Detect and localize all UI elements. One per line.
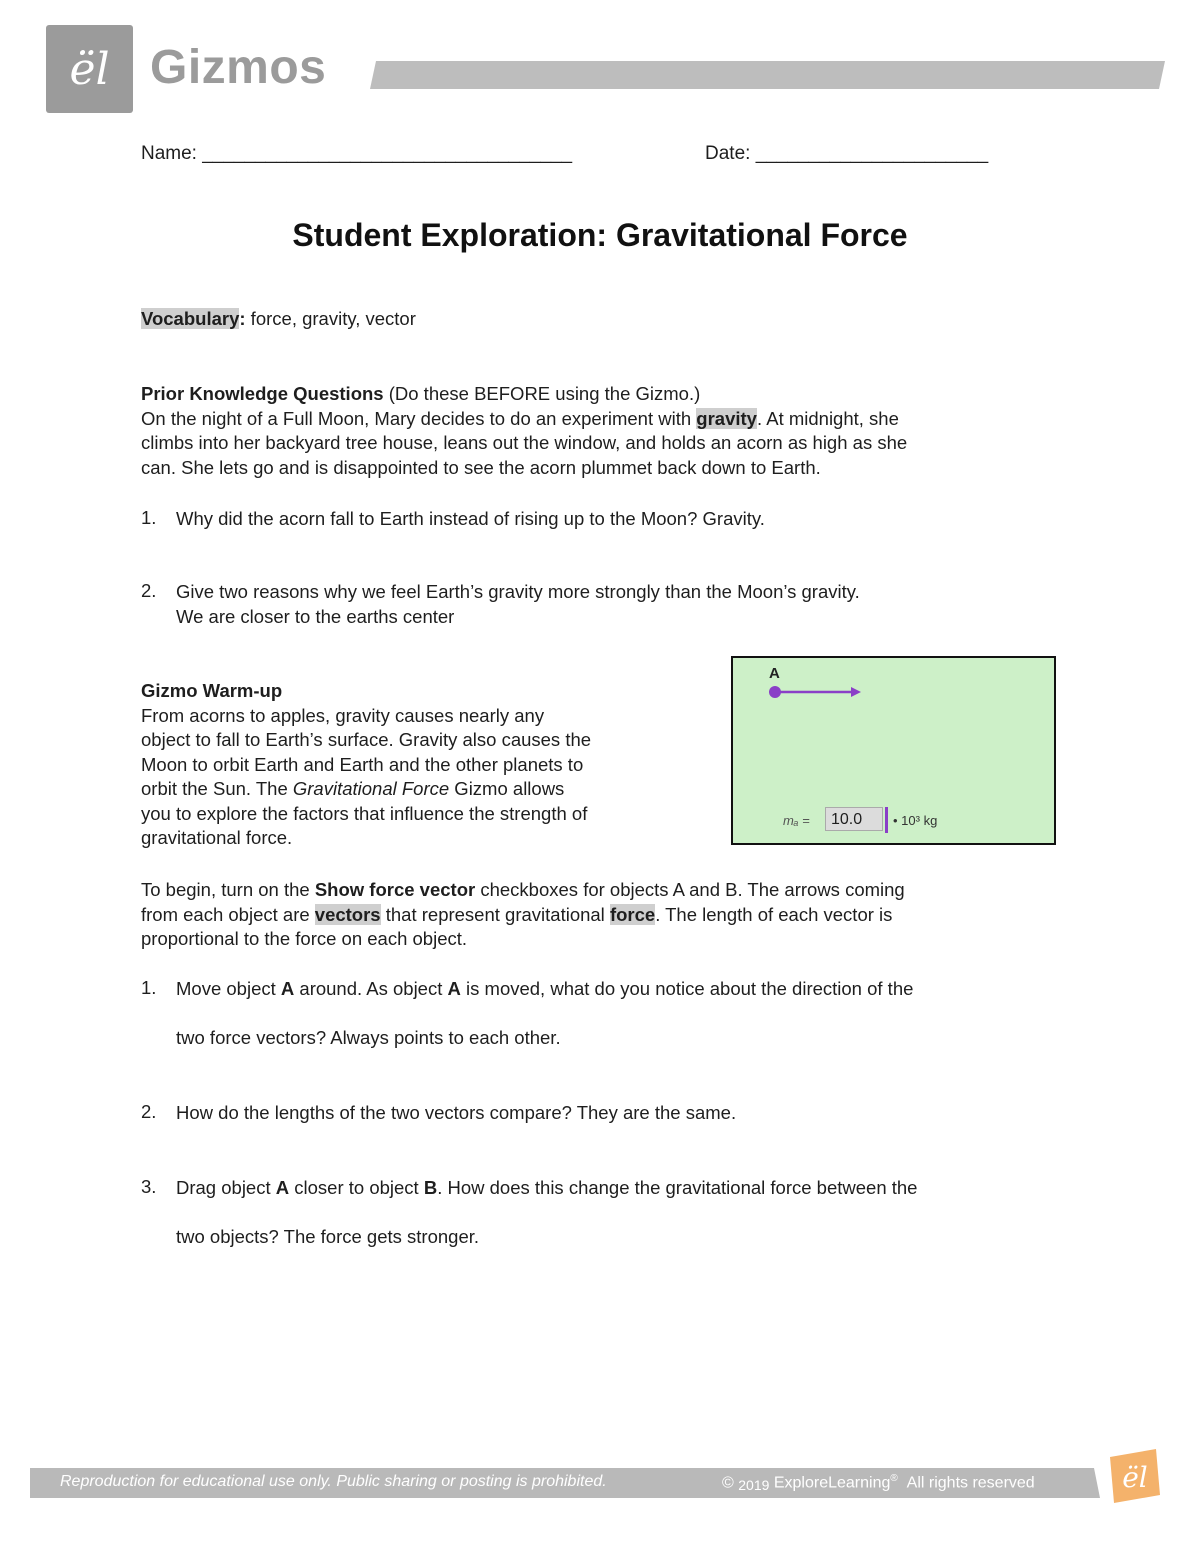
object-a-ref: A [275,1177,290,1198]
begin-text: from each object are [141,903,315,925]
intro-line-2: climbs into her backyard tree house, leans out the window, and holds an acorn as high as she [141,432,908,453]
question-text: Why did the acorn fall to Earth instead of rising up to the Moon? Gravity. [176,508,765,529]
page-title: Student Exploration: Gravitational Force [292,217,908,253]
question-fragment: Move object [176,978,281,999]
copyright-year: 2019 [738,1477,770,1494]
footer-disclaimer: Reproduction for educational use only. Public sharing or posting is prohibited. [60,1473,607,1490]
begin-text: that represent gravitational [380,903,610,925]
date-field: Date: ______________________ [705,143,989,164]
question-fragment: Drag object [176,1177,276,1198]
prior-knowledge-heading: Prior Knowledge Questions [141,383,384,404]
brand-name: Gizmos [150,41,327,94]
intro-text: On the night of a Full Moon, Mary decides to do an experiment with [141,407,697,429]
object-a-label: A [769,665,780,682]
svg-text:ël: ël [1122,1461,1148,1494]
copyright-symbol: © [722,1474,734,1492]
intro-text-end: . At midnight, she [756,407,899,429]
begin-text: checkboxes for objects A and B. The arrows coming [475,879,905,900]
el-logo-icon: ël [69,43,110,95]
question-text [176,1176,1066,1201]
vocabulary-terms: force, gravity, vector [245,308,416,329]
warmup-line: Gizmo allows [449,778,565,799]
gizmo-name: Gravitational Force [292,778,450,799]
intro-line-3: can. She lets go and is disappointed to see the acorn plummet back down to Earth. [141,456,821,478]
force-term: force [609,903,656,925]
warmup-line: you to explore the factors that influence the strength of [141,802,588,824]
question-fragment: is moved, what do you notice about the direction of the [460,978,914,999]
company-name: ExploreLearning [773,1474,891,1492]
footer-copyright [722,1473,1035,1492]
registered-mark: ® [890,1473,898,1484]
begin-section [141,878,1061,952]
el-footer-logo-icon [1102,1445,1164,1507]
question-number: 1. [141,977,157,998]
question-number: 1. [141,507,157,528]
object-b-ref: B [423,1177,438,1198]
warmup-section [141,679,701,851]
show-force-vector-term: Show force vector [314,879,476,900]
rights-text: All rights reserved [906,1474,1035,1492]
begin-text: To begin, turn on the [141,879,315,900]
warmup-line: object to fall to Earth’s surface. Gravity also causes the [141,729,592,750]
question-answer: two force vectors? Always points to each other. [176,1027,561,1048]
question-number: 3. [141,1176,157,1197]
question-fragment: closer to object [289,1177,424,1198]
prior-knowledge-section [141,382,1061,480]
vocabulary-line [141,307,416,332]
warmup-line: From acorns to apples, gravity causes nearly any [141,704,545,726]
force-vector-arrow-icon [767,682,867,702]
question-answer: two objects? The force gets stronger. [176,1226,480,1247]
header-bar [370,61,1165,89]
gizmos-logo [46,25,133,113]
gizmo-screenshot [731,656,1056,845]
object-a-ref: A [447,978,461,999]
mass-unit: • 10³ kg [893,813,938,828]
question-text: How do the lengths of the two vectors compare? They are the same. [176,1102,737,1123]
vocabulary-label: Vocabulary [141,308,240,329]
mass-slider-handle [885,807,888,833]
begin-text: proportional to the force on each object. [141,928,468,949]
question-text [176,977,1056,1002]
begin-text: . The length of each vector is [655,903,893,925]
question-answer: We are closer to the earths center [176,605,455,627]
vectors-term: vectors [314,903,381,925]
warmup-heading: Gizmo Warm-up [141,680,283,701]
object-a-ref: A [280,978,295,999]
mass-input: 10.0 [825,807,883,831]
question-fragment: around. As object [294,978,448,999]
mass-label: mₐ = [783,813,810,828]
warmup-line: gravitational force. [141,827,293,848]
gravity-term: gravity [696,407,757,429]
question-number: 2. [141,1101,157,1122]
question-text [176,580,860,629]
question-number: 2. [141,580,157,601]
vocabulary-colon: : [239,308,246,329]
warmup-line: Moon to orbit Earth and Earth and the other planets to [141,753,584,775]
question-fragment: . How does this change the gravitational force between the [437,1177,918,1198]
question-prompt: Give two reasons why we feel Earth’s gravity more strongly than the Moon’s gravity. [176,581,860,602]
prior-knowledge-note: (Do these BEFORE using the Gizmo.) [383,383,701,404]
warmup-line: orbit the Sun. The [141,778,293,799]
name-field: Name: ___________________________________ [141,143,573,164]
